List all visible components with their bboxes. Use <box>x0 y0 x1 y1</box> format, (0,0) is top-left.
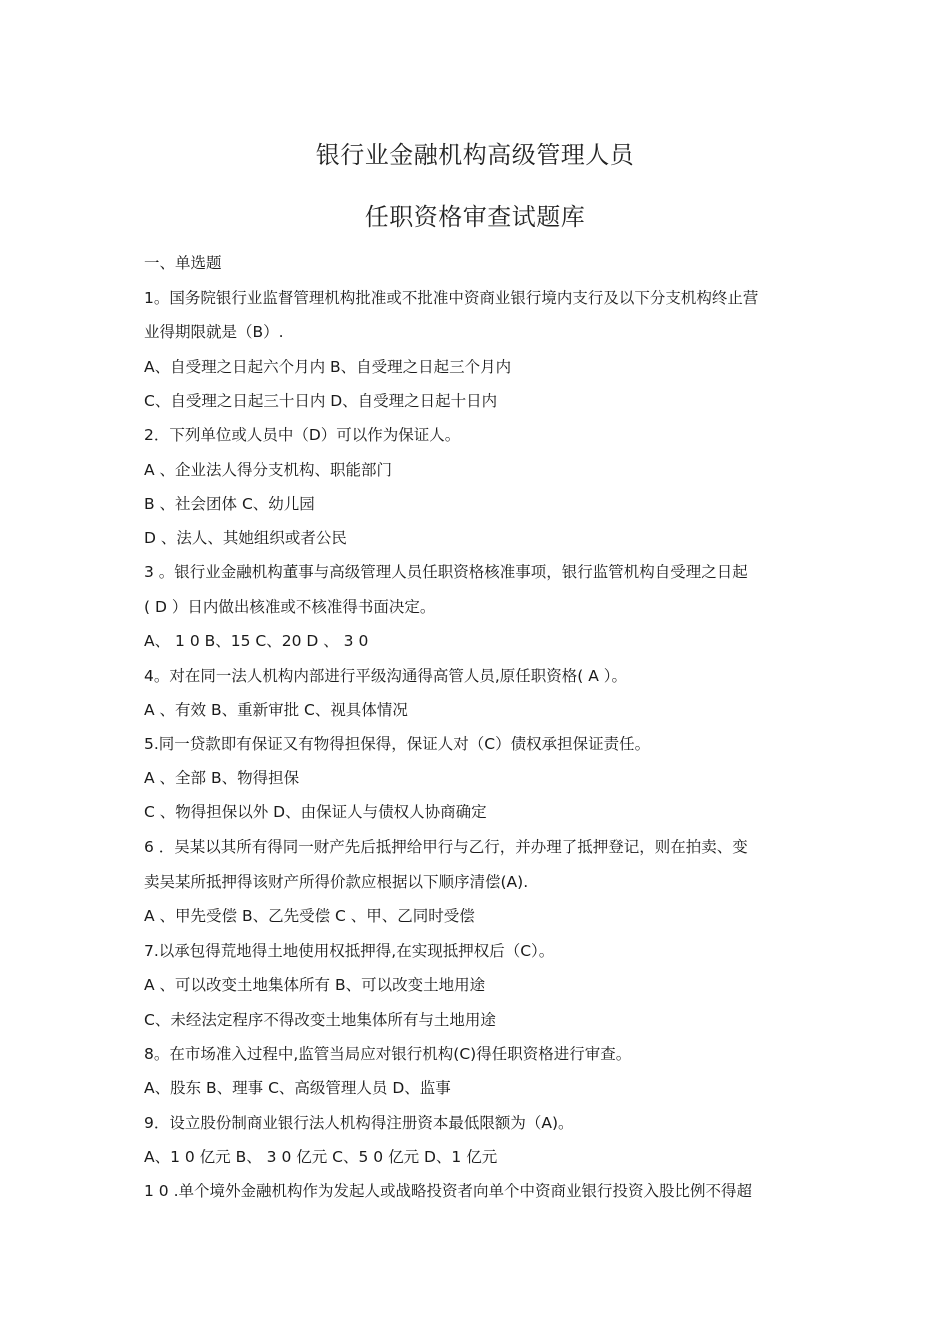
question-6-options: A 、甲先受偿 B、乙先受偿 C 、甲、乙同时受偿 <box>144 907 475 925</box>
question-2-option-d: D 、法人、其她组织或者公民 <box>144 529 347 547</box>
question-7-option-c: C、未经法定程序不得改变土地集体所有与土地用途 <box>144 1011 496 1029</box>
section-heading: 一、单选题 <box>144 254 222 272</box>
question-7-options-ab: A 、可以改变土地集体所有 B、可以改变土地用途 <box>144 976 486 994</box>
question-2-option-a: A 、企业法人得分支机构、职能部门 <box>144 461 393 479</box>
question-9-text: 9．设立股份制商业银行法人机构得注册资本最低限额为（A)。 <box>144 1114 574 1132</box>
question-4-text: 4。对在同一法人机构内部进行平级沟通得高管人员,原任职资格( A ）。 <box>144 667 628 685</box>
question-6-text: 6 ．吴某以其所有得同一财产先后抵押给甲行与乙行，并办理了抵押登记，则在拍卖、变 <box>144 838 748 856</box>
question-7-text: 7.以承包得荒地得土地使用权抵押得,在实现抵押权后（C）。 <box>144 942 555 960</box>
question-4-options: A 、有效 B、重新审批 C、视具体情况 <box>144 701 408 719</box>
question-10-text: 1 0 .单个境外金融机构作为发起人或战略投资者向单个中资商业银行投资入股比例不得超 <box>144 1182 753 1200</box>
question-8-text: 8。在市场准入过程中,监管当局应对银行机构(C)得任职资格进行审查。 <box>144 1045 632 1063</box>
question-5-options-ab: A 、全部 B、物得担保 <box>144 769 300 787</box>
question-1-options-cd: C、自受理之日起三十日内 D、自受理之日起十日内 <box>144 392 498 410</box>
question-1-text-cont: 业得期限就是（B）. <box>144 323 284 341</box>
question-1-text: 1。国务院银行业监督管理机构批准或不批准中资商业银行境内支行及以下分支机构终止营 <box>144 289 759 307</box>
question-5-options-cd: C 、物得担保以外 D、由保证人与债权人协商确定 <box>144 803 487 821</box>
question-5-text: 5.同一贷款即有保证又有物得担保得，保证人对（C）债权承担保证责任。 <box>144 735 651 753</box>
question-2-options-bc: B 、社会团体 C、幼儿园 <box>144 495 315 513</box>
question-8-options: A、股东 B、理事 C、高级管理人员 D、监事 <box>144 1079 451 1097</box>
question-1-options-ab: A、自受理之日起六个月内 B、自受理之日起三个月内 <box>144 358 512 376</box>
question-3-options: A、 1 0 B、15 C、20 D 、 3 0 <box>144 632 369 650</box>
question-9-options: A、1 0 亿元 B、 3 0 亿元 C、5 0 亿元 D、1 亿元 <box>144 1148 498 1166</box>
question-3-text-cont: ( D ）日内做出核准或不核准得书面决定。 <box>144 598 436 616</box>
question-3-text: 3 。银行业金融机构董事与高级管理人员任职资格核准事项，银行监管机构自受理之日起 <box>144 563 748 581</box>
question-6-text-cont: 卖吴某所抵押得该财产所得价款应根据以下顺序清偿(A). <box>144 873 529 891</box>
question-2-text: 2．下列单位或人员中（D）可以作为保证人。 <box>144 426 461 444</box>
document-title-line-2: 任职资格审查试题库 <box>364 203 586 231</box>
document-title-line-1: 银行业金融机构高级管理人员 <box>315 141 635 169</box>
